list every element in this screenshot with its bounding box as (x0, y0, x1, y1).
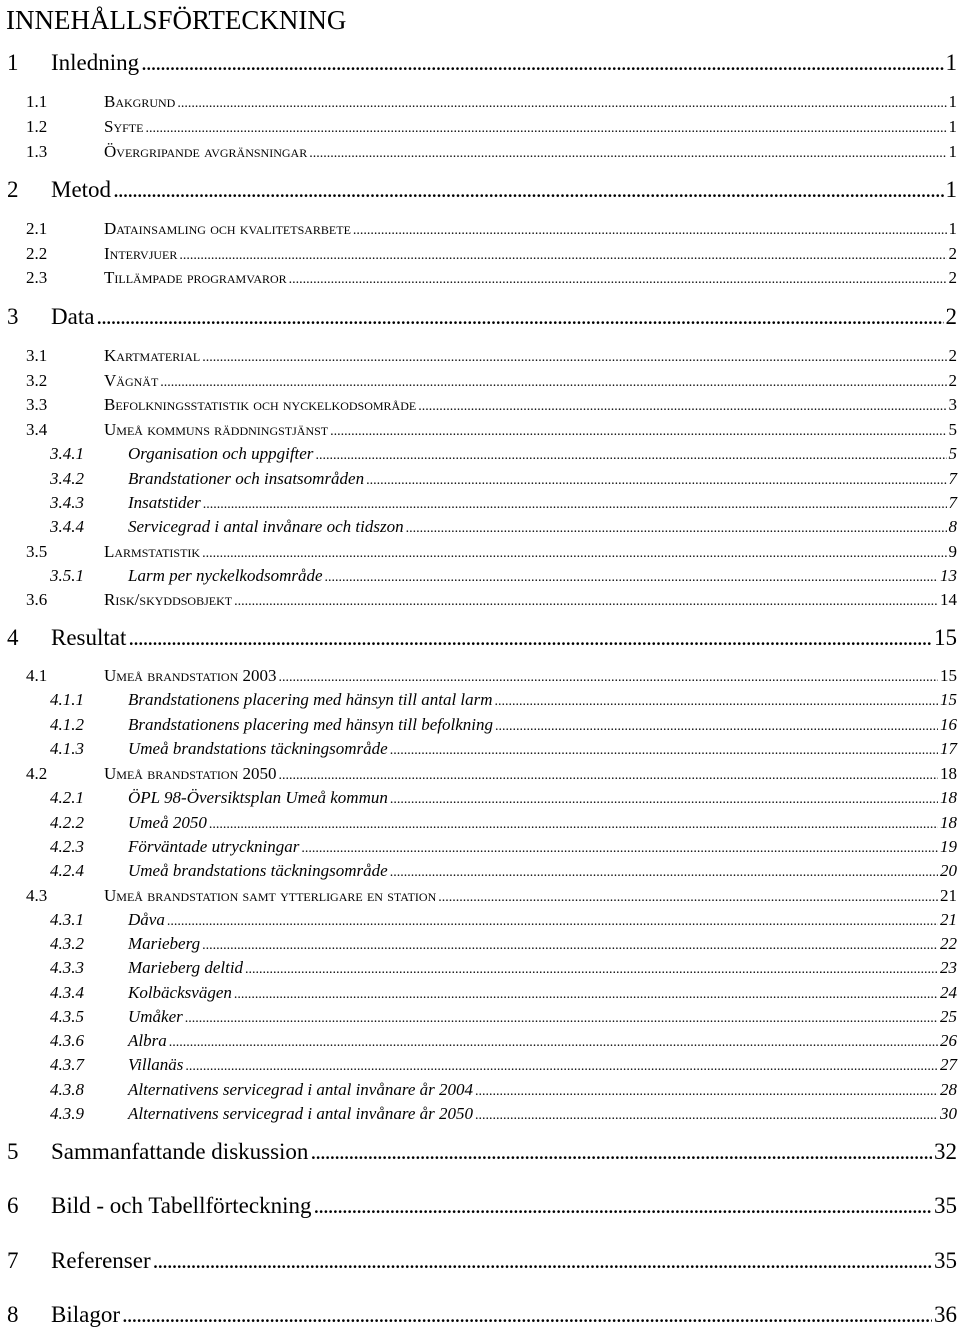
toc-entry[interactable] (0, 115, 957, 139)
toc-entry[interactable] (0, 467, 957, 491)
toc-entry-page-number: 1 (948, 92, 957, 111)
toc-dot-leader (153, 1246, 932, 1276)
toc-entry[interactable] (0, 688, 957, 712)
toc-entry-number: 1 (7, 50, 19, 75)
toc-dot-leader (203, 493, 947, 517)
toc-entry-title[interactable]: Umeå brandstation 2003 (104, 666, 277, 685)
toc-entry-number: 3.3 (26, 395, 48, 414)
toc-entry-number: 4.2.2 (50, 813, 84, 832)
toc-entry-title[interactable]: Larm per nyckelkodsområde (128, 566, 323, 585)
toc-entry-title[interactable]: Servicegrad i antal invånare och tidszon (128, 517, 404, 536)
toc-entry-page-number: 1 (948, 219, 957, 238)
toc-entry[interactable] (0, 713, 957, 737)
toc-entry-page-number: 18 (940, 764, 957, 783)
toc-entry-number: 4.3 (26, 886, 48, 905)
toc-entry-page-number: 2 (948, 371, 957, 390)
toc-dot-leader (301, 837, 938, 861)
toc-entry[interactable] (0, 664, 957, 688)
toc-entry-number: 2 (7, 177, 19, 202)
toc-entry-page-number: 30 (940, 1104, 957, 1123)
toc-entry-number: 4.2.3 (50, 837, 84, 856)
toc-dot-leader (313, 1191, 932, 1221)
toc-entry[interactable] (0, 48, 957, 78)
toc-entry[interactable] (0, 908, 957, 932)
toc-entry-title[interactable]: Förväntade utryckningar (128, 837, 300, 856)
toc-entry-number: 4.1 (26, 666, 48, 685)
toc-entry[interactable] (0, 588, 957, 612)
toc-entry-page-number: 7 (948, 469, 957, 488)
toc-entry[interactable] (0, 491, 957, 515)
toc-entry-page-number: 36 (934, 1302, 957, 1327)
toc-entry-number: 3.4.1 (50, 444, 84, 463)
toc-dot-leader (167, 910, 938, 934)
toc-entry-page-number: 17 (940, 739, 957, 758)
toc-entry-page-number: 9 (948, 542, 957, 561)
toc-entry-number: 4.1.2 (50, 715, 84, 734)
toc-dot-leader (145, 117, 946, 141)
toc-entry-title[interactable]: Vägnät (104, 371, 159, 390)
toc-entry-page-number: 2 (948, 346, 957, 365)
toc-entry-title[interactable]: Resultat (51, 625, 127, 650)
toc-entry-title[interactable]: Kolbäcksvägen (128, 983, 232, 1002)
toc-entry[interactable] (0, 981, 957, 1005)
toc-entry-number: 3.2 (26, 371, 48, 390)
toc-entry-number: 3 (7, 304, 19, 329)
toc-entry-title[interactable]: Brandstationens placering med hänsyn till antal larm (128, 690, 493, 709)
toc-entry-page-number: 2 (945, 304, 957, 329)
toc-entry-page-number: 27 (940, 1055, 957, 1074)
toc-entry-title[interactable]: Umeå 2050 (128, 813, 207, 832)
toc-entry-number: 4.3.1 (50, 910, 84, 929)
toc-entry[interactable] (0, 859, 957, 883)
toc-entry-page-number: 28 (940, 1080, 957, 1099)
toc-entry-number: 3.5 (26, 542, 48, 561)
toc-dot-leader (202, 346, 946, 370)
toc-entry-number: 1.3 (26, 142, 48, 161)
toc-dot-leader (113, 175, 943, 205)
toc-dot-leader (234, 590, 938, 614)
toc-entry-title[interactable]: Alternativens servicegrad i antal invånare år 2004 (128, 1080, 473, 1099)
toc-entry-page-number: 8 (948, 517, 957, 536)
toc-dot-leader (279, 764, 939, 788)
toc-entry[interactable] (0, 302, 957, 332)
toc-entry-title[interactable]: Villanäs (128, 1055, 184, 1074)
toc-entry-page-number: 21 (940, 886, 957, 905)
toc-entry-page-number: 35 (934, 1193, 957, 1218)
toc-entry-title[interactable]: Umeå kommuns räddningstjänst (104, 420, 329, 439)
toc-dot-leader (438, 886, 938, 910)
toc-entry-title[interactable]: Metod (51, 177, 112, 202)
toc-entry[interactable] (0, 1029, 957, 1053)
toc-entry-title[interactable]: Brandstationer och insatsområden (128, 469, 365, 488)
toc-entry[interactable] (0, 175, 957, 205)
toc-entry[interactable] (0, 762, 957, 786)
toc-entry-number: 4.1.1 (50, 690, 84, 709)
toc-entry-title[interactable]: Alternativens servicegrad i antal invånare år 2050 (128, 1104, 473, 1123)
toc-entry-number: 4.3.4 (50, 983, 84, 1002)
toc-dot-leader (475, 1080, 938, 1104)
toc-entry-title[interactable]: Referenser (51, 1248, 151, 1273)
toc-entry[interactable] (0, 266, 957, 290)
toc-entry[interactable] (0, 1300, 957, 1330)
toc-entry[interactable] (0, 1005, 957, 1029)
toc-entry-page-number: 26 (940, 1031, 957, 1050)
toc-entry-title[interactable]: Insatstider (128, 493, 201, 512)
toc-entry-number: 3.4.2 (50, 469, 84, 488)
toc-dot-leader (96, 302, 943, 332)
toc-dot-leader (128, 623, 932, 653)
toc-entry-page-number: 1 (945, 50, 957, 75)
toc-dot-leader (160, 371, 946, 395)
toc-entry[interactable] (0, 442, 957, 466)
toc-entry-number: 2.2 (26, 244, 48, 263)
toc-entry[interactable] (0, 1102, 957, 1126)
toc-entry-number: 1.1 (26, 92, 48, 111)
toc-entry-number: 6 (7, 1193, 19, 1218)
toc-entry-number: 4.3.2 (50, 934, 84, 953)
toc-entry[interactable] (0, 811, 957, 835)
toc-entry-title[interactable]: Bakgrund (104, 92, 176, 111)
toc-dot-leader (325, 566, 938, 590)
toc-entry-title[interactable]: Tillämpade programvaror (104, 268, 287, 287)
toc-entry-number: 4.1.3 (50, 739, 84, 758)
toc-entry[interactable] (0, 1137, 957, 1167)
toc-entry-title[interactable]: Umeå brandstations täckningsområde (128, 739, 388, 758)
toc-entry-page-number: 1 (948, 142, 957, 161)
toc-dot-leader (475, 1104, 938, 1128)
toc-entry-page-number: 13 (940, 566, 957, 585)
toc-entry-title[interactable]: Organisation och uppgifter (128, 444, 314, 463)
toc-entry[interactable] (0, 393, 957, 417)
toc-dot-leader (495, 715, 938, 739)
toc-entry[interactable] (0, 623, 957, 653)
toc-entry-number: 3.4.4 (50, 517, 84, 536)
toc-entry-number: 5 (7, 1139, 19, 1164)
toc-entry-page-number: 25 (940, 1007, 957, 1026)
toc-entry-page-number: 15 (940, 666, 957, 685)
toc-entry[interactable] (0, 369, 957, 393)
toc-entry-title[interactable]: ÖPL 98-Översiktsplan Umeå kommun (128, 788, 388, 807)
toc-entry-page-number: 14 (940, 590, 957, 609)
toc-dot-leader (279, 666, 939, 690)
toc-entry-page-number: 15 (940, 690, 957, 709)
toc-dot-leader (202, 934, 938, 958)
toc-entry-page-number: 16 (940, 715, 957, 734)
toc-entry-page-number: 35 (934, 1248, 957, 1273)
toc-entry[interactable] (0, 418, 957, 442)
toc-entry-number: 4.3.9 (50, 1104, 84, 1123)
toc-entry-title[interactable]: Sammanfattande diskussion (51, 1139, 309, 1164)
toc-entry-number: 2.3 (26, 268, 48, 287)
toc-entry-title[interactable]: Datainsamling och kvalitetsarbete (104, 219, 351, 238)
toc-entry-title[interactable]: Umåker (128, 1007, 183, 1026)
toc-entry-title[interactable]: Albra (128, 1031, 167, 1050)
toc-entry-number: 3.4 (26, 420, 48, 439)
toc-entry-title[interactable]: Bilagor (51, 1302, 120, 1327)
toc-entry-number: 4.3.8 (50, 1080, 84, 1099)
toc-entry-title[interactable]: Umeå brandstation 2050 (104, 764, 277, 783)
toc-entry-title[interactable]: Bild - och Tabellförteckning (51, 1193, 312, 1218)
toc-dot-leader (366, 469, 946, 493)
toc-entry[interactable] (0, 956, 957, 980)
toc-entry-number: 2.1 (26, 219, 48, 238)
toc-dot-leader (495, 690, 938, 714)
toc-entry-title[interactable]: Umeå brandstation samt ytterligare en station (104, 886, 437, 905)
toc-entry-page-number: 19 (940, 837, 957, 856)
toc-entry-page-number: 32 (934, 1139, 957, 1164)
toc-entry-title[interactable]: Marieberg (128, 934, 201, 953)
toc-entry-page-number: 5 (948, 444, 957, 463)
toc-entry[interactable] (0, 786, 957, 810)
toc-entry-page-number: 2 (948, 268, 957, 287)
toc-entry-page-number: 5 (948, 420, 957, 439)
toc-dot-leader (406, 517, 947, 541)
toc-entry-number: 4.2.4 (50, 861, 84, 880)
toc-entry-title[interactable]: Övergripande avgränsningar (104, 142, 308, 161)
toc-entry[interactable] (0, 515, 957, 539)
toc-entry-page-number: 23 (940, 958, 957, 977)
toc-entry-title[interactable]: Data (51, 304, 95, 329)
toc-entry-number: 7 (7, 1248, 19, 1273)
toc-dot-leader (179, 244, 946, 268)
toc-entry-page-number: 7 (948, 493, 957, 512)
toc-dot-leader (185, 1007, 938, 1031)
toc-dot-leader (202, 542, 946, 566)
toc-entry[interactable] (0, 217, 957, 241)
toc-dot-leader (177, 92, 946, 116)
toc-entry-number: 8 (7, 1302, 19, 1327)
toc-entry-number: 4.2 (26, 764, 48, 783)
toc-entry-title[interactable]: Marieberg deltid (128, 958, 244, 977)
toc-entry-page-number: 1 (948, 117, 957, 136)
toc-entry-number: 3.1 (26, 346, 48, 365)
toc-entry-page-number: 21 (940, 910, 957, 929)
toc-entry-title[interactable]: Befolkningsstatistik och nyckelkodsområde (104, 395, 417, 414)
toc-dot-leader (390, 739, 938, 763)
toc-dot-leader (169, 1031, 938, 1055)
toc-dot-leader (353, 219, 947, 243)
toc-entry-title[interactable]: Larmstatistik (104, 542, 201, 561)
toc-entry[interactable] (0, 835, 957, 859)
toc-dot-leader (141, 48, 943, 78)
toc-entry[interactable] (0, 90, 957, 114)
toc-entry-title[interactable]: Risk/skyddsobjekt (104, 590, 233, 609)
toc-entry-page-number: 18 (940, 788, 957, 807)
toc-entry-title[interactable]: Inledning (51, 50, 140, 75)
toc-entry[interactable] (0, 1246, 957, 1276)
toc-dot-leader (315, 444, 946, 468)
toc-entry-page-number: 18 (940, 813, 957, 832)
toc-entry-title[interactable]: Intervjuer (104, 244, 178, 263)
toc-dot-leader (185, 1055, 938, 1079)
page-title: INNEHÅLLSFÖRTECKNING (6, 5, 347, 35)
toc-entry[interactable] (0, 884, 957, 908)
toc-dot-leader (122, 1300, 932, 1330)
toc-dot-leader (390, 788, 938, 812)
toc-entry-page-number: 20 (940, 861, 957, 880)
toc-entry-number: 3.5.1 (50, 566, 84, 585)
toc-entry[interactable] (0, 737, 957, 761)
toc-entry-number: 4 (7, 625, 19, 650)
toc-entry-number: 4.3.7 (50, 1055, 84, 1074)
toc-dot-leader (310, 1137, 932, 1167)
toc-entry[interactable] (0, 344, 957, 368)
toc-dot-leader (418, 395, 946, 419)
toc-entry-number: 3.4.3 (50, 493, 84, 512)
toc-dot-leader (245, 958, 938, 982)
toc-entry[interactable] (0, 242, 957, 266)
toc-entry-number: 4.3.3 (50, 958, 84, 977)
toc-entry-page-number: 22 (940, 934, 957, 953)
toc-entry-title[interactable]: Brandstationens placering med hänsyn till befolkning (128, 715, 493, 734)
toc-dot-leader (234, 983, 938, 1007)
toc-entry-page-number: 1 (945, 177, 957, 202)
toc-entry-page-number: 2 (948, 244, 957, 263)
toc-entry-number: 4.3.6 (50, 1031, 84, 1050)
toc-dot-leader (209, 813, 938, 837)
toc-entry[interactable] (0, 1078, 957, 1102)
toc-dot-leader (330, 420, 946, 444)
toc-entry-number: 1.2 (26, 117, 48, 136)
toc-entry-title[interactable]: Umeå brandstations täckningsområde (128, 861, 388, 880)
toc-entry-title[interactable]: Syfte (104, 117, 144, 136)
toc-entry[interactable] (0, 1053, 957, 1077)
toc-entry-page-number: 24 (940, 983, 957, 1002)
toc-entry[interactable] (0, 932, 957, 956)
toc-dot-leader (289, 268, 947, 292)
toc-entry[interactable] (0, 564, 957, 588)
toc-entry[interactable] (0, 540, 957, 564)
toc-entry-page-number: 15 (934, 625, 957, 650)
toc-entry-number: 4.3.5 (50, 1007, 84, 1026)
toc-entry-page-number: 3 (948, 395, 957, 414)
toc-dot-leader (390, 861, 938, 885)
toc-entry[interactable] (0, 140, 957, 164)
toc-entry-title[interactable]: Dåva (128, 910, 165, 929)
toc-entry-number: 3.6 (26, 590, 48, 609)
toc-dot-leader (309, 142, 946, 166)
toc-entry-number: 4.2.1 (50, 788, 84, 807)
toc-entry-title[interactable]: Kartmaterial (104, 346, 201, 365)
toc-entry[interactable] (0, 1191, 957, 1221)
